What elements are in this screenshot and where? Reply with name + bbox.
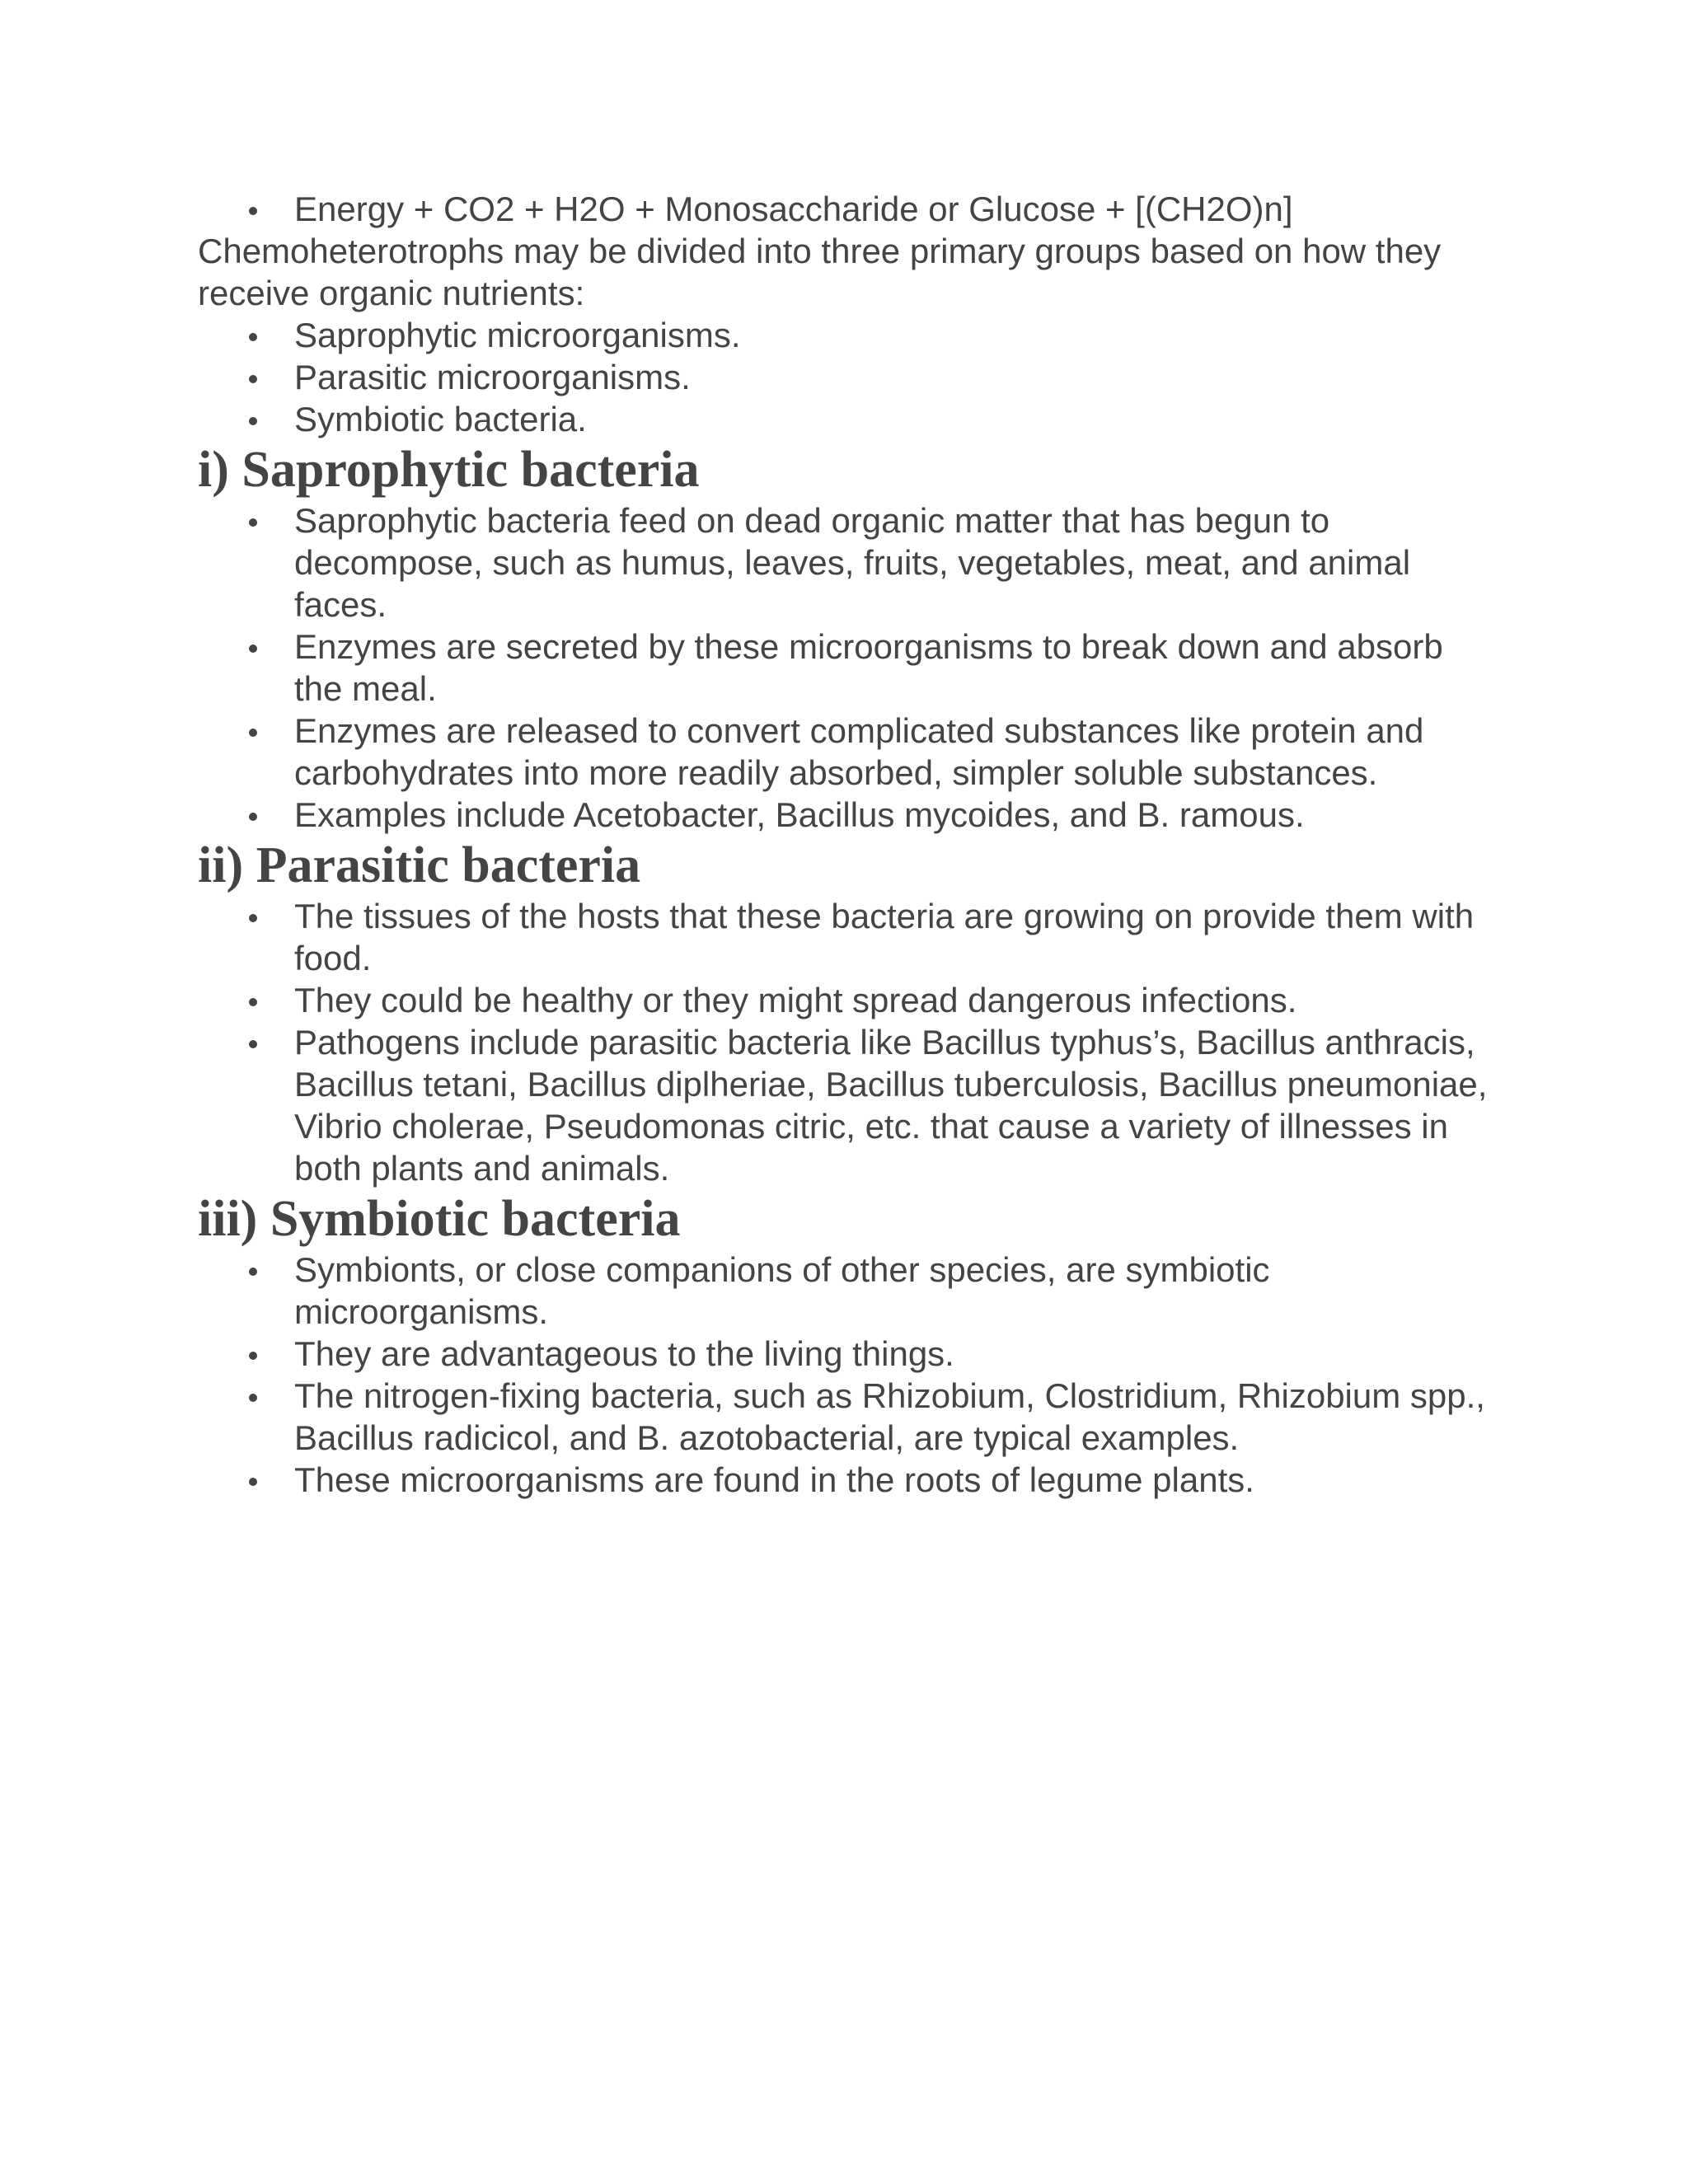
section-heading-parasitic: ii) Parasitic bacteria bbox=[198, 837, 641, 893]
section-heading-symbiotic: iii) Symbiotic bacteria bbox=[198, 1191, 681, 1247]
list-item: Symbiotic bacteria. bbox=[198, 398, 1500, 440]
saprophytic-list bbox=[198, 499, 1500, 836]
list-item: The tissues of the hosts that these bacteria are growing on provide them with food. bbox=[198, 895, 1500, 979]
parasitic-list bbox=[198, 895, 1500, 1189]
list-item: They are advantageous to the living things. bbox=[198, 1333, 1500, 1375]
formula-list-item: Energy + CO2 + H2O + Monosaccharide or Glucose + [(CH2O)n] bbox=[198, 188, 1500, 230]
list-item: Saprophytic microorganisms. bbox=[198, 314, 1500, 356]
list-item: Pathogens include parasitic bacteria like Bacillus typhus’s, Bacillus anthracis, Bacillus tetani, Bacillus diplheriae, Bacillus tuberculosis, Bacillus pneumoniae, Vibrio cholerae, Pseudomonas citric, etc. that cause a variety of illnesses in both plants and animals. bbox=[198, 1021, 1500, 1189]
section-heading-saprophytic: i) Saprophytic bacteria bbox=[198, 442, 700, 498]
list-item: They could be healthy or they might spread dangerous infections. bbox=[198, 979, 1500, 1021]
list-item: Enzymes are released to convert complicated substances like protein and carbohydrates into more readily absorbed, simpler soluble substances. bbox=[198, 710, 1500, 794]
groups-list bbox=[198, 314, 1500, 440]
list-item: Parasitic microorganisms. bbox=[198, 356, 1500, 398]
list-item: Enzymes are secreted by these microorganisms to break down and absorb the meal. bbox=[198, 626, 1500, 710]
list-item: The nitrogen-fixing bacteria, such as Rhizobium, Clostridium, Rhizobium spp., Bacillus radicicol, and B. azotobacterial, are typical examples. bbox=[198, 1375, 1500, 1459]
list-item: Examples include Acetobacter, Bacillus mycoides, and B. ramous. bbox=[198, 794, 1500, 836]
list-item: Saprophytic bacteria feed on dead organic matter that has begun to decompose, such as humus, leaves, fruits, vegetables, meat, and animal faces. bbox=[198, 499, 1500, 626]
intro-paragraph: Chemoheterotrophs may be divided into three primary groups based on how they receive organic nutrients: bbox=[198, 232, 1442, 312]
document-page bbox=[198, 188, 1500, 1501]
formula-list bbox=[198, 188, 1500, 230]
symbiotic-list bbox=[198, 1249, 1500, 1501]
list-item: These microorganisms are found in the roots of legume plants. bbox=[198, 1459, 1500, 1501]
list-item: Symbionts, or close companions of other species, are symbiotic microorganisms. bbox=[198, 1249, 1500, 1333]
